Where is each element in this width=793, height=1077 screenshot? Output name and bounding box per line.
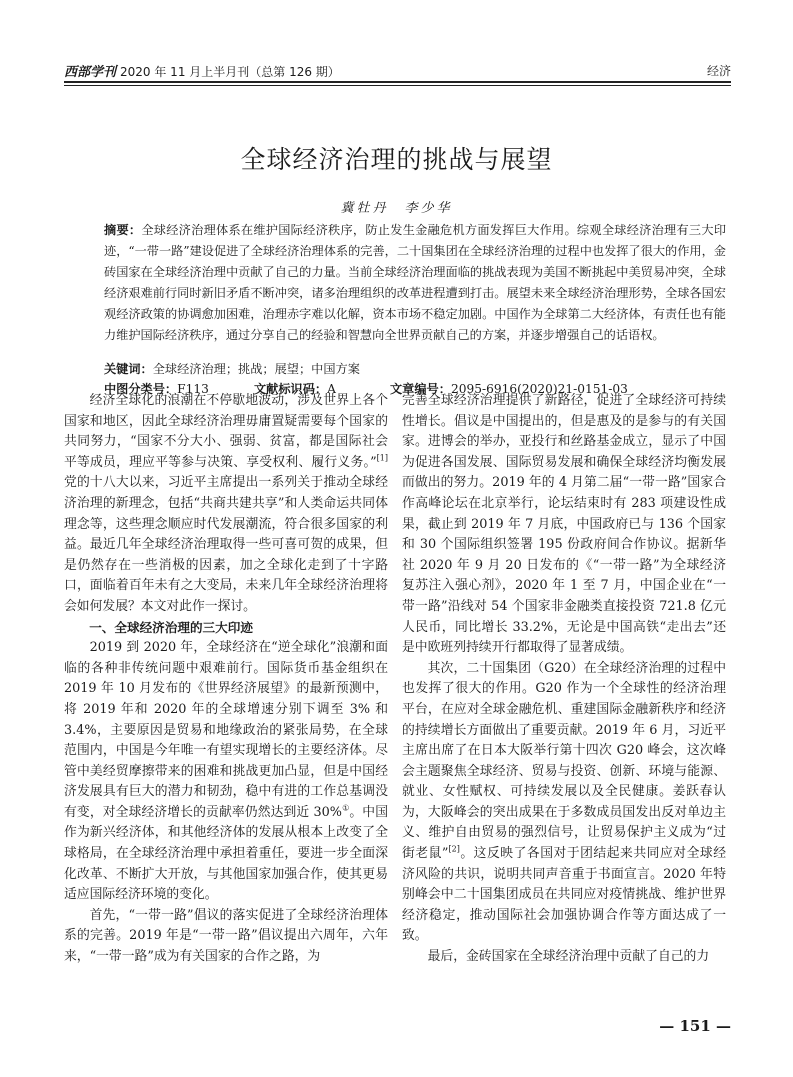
doc-value: A [327, 382, 336, 396]
citation-ref: [1] [376, 453, 388, 463]
paragraph: 首先，“一带一路”倡议的落实促进了全球经济治理体系的完善。2019 年是“一带一路”倡议提出六周年，六年来，“一带一路”成为有关国家的合作之路，为 [64, 907, 388, 965]
article-authors: 冀牡丹 李少华 [340, 201, 453, 216]
paragraph [402, 659, 726, 947]
doc-label: 文献标识码： [254, 382, 328, 396]
text-run: 经济全球化的浪潮在不停歇地波动，涉及世界上各个国家和地区，因此全球经济治理毋庸置疑需要每个国家的共同努力，“国家不分大小、强弱、贫富，都是国际社会平等成员，理应平等参与决策、享受权利、履行义务。” [64, 393, 388, 470]
keywords [104, 360, 726, 377]
abstract [104, 220, 726, 345]
abstract-label: 摘要： [104, 223, 142, 237]
paragraph: 最后，金砖国家在全球经济治理中贡献了自己的力 [427, 949, 710, 965]
clc-label: 中图分类号： [104, 382, 178, 396]
text-run: 。中国作为新兴经济体，和其他经济体的发展从根本上改变了全球格局，在全球经济治理中承担着重任，要进一步全面深化改革、不断扩大开放，与其他国家加强合作，使其更易适应国际经济环境的变化。 [64, 804, 389, 903]
article-label: 文章编号： [390, 382, 451, 396]
journal-name: 西部学刊 [64, 65, 117, 80]
running-header [64, 56, 731, 84]
issue-info: 2020 年 11 月上半月刊（总第 126 期） [120, 65, 340, 79]
article-title: 全球经济治理的挑战与展望 [240, 145, 553, 174]
citation-ref: [2] [448, 844, 460, 854]
header-rule-thick [64, 81, 731, 83]
text-run: 。这反映了各国对于团结起来共同应对全球经济风险的共识，说明共同声音重于书面宣言。2020 年特别峰会中二十国集团成员在共同应对疫情挑战、维护世界经济稳定，推动国际社会加强协调合作等方面达成了一致。 [402, 846, 727, 944]
abstract-text: 全球经济治理体系在维护国际经济秩序，防止发生金融危机方面发挥巨大作用。综观全球经济治理有三大印迹，“一带一路”建设促进了全球经济治理体系的完善，二十国集团在全球经济治理的过程中也发挥了很大的作用，金砖国家在全球经济治理中贡献了自己的力量。当前全球经济治理面临的挑战表现为美国不断挑起中美贸易冲突，全球经济艰难前行同时新旧矛盾不断冲突，诸多治理组织的改革进程遭到打击。展望未来全球经济治理形势，全球各国宏观经济政策的协调愈加困难，治理赤字难以化解，资本市场不稳定加剧。中国作为全球第二大经济体，有责任也有能力维护国际经济秩序，通过分享自己的经验和智慧向全世界贡献自己的方案，并逐步增强自己的话语权。 [104, 223, 727, 342]
paragraph-continued: 完善全球经济治理提供了新路径，促进了全球经济可持续性增长。倡议是中国提出的，但是惠及的是参与的有关国家。进博会的举办，亚投行和丝路基金成立，显示了中国为促进各国发展、国际贸易发展和确保全球经济均衡发展而做出的努力。2019 年的 4 月第二届“一带一路”国家合作高峰论坛在北京举行，论坛结束时有 283 项建设性成果，截止到 2019 年 7 月底，中国政府已与 136 个国家和 30 个国际组织签署 195 份政府间合作协议。据新华社 2020 年 9 月 20 日发布的《“一带一路”为全球经济复苏注入强心剂》，2020 年 1 至 7 月，中国企业在“一带一路”沿线对 54 个国家非金融类直接投资 721.8 亿元人民币，同比增长 33.2%，无论是中国高铁“走出去”还是中欧班列持续开行都取得了显著成绩。 [402, 393, 726, 656]
keywords-text: 全球经济治理；挑战；展望；中国方案 [152, 362, 360, 376]
body-right-column [402, 391, 726, 968]
keywords-label: 关键词： [104, 362, 153, 376]
header-rule-thin [64, 85, 731, 86]
body-left-column [64, 391, 388, 968]
text-run: 2019 到 2020 年，全球经济在“逆全球化”浪潮和面临的各种非传统问题中艰难前行。国际货币基金组织在 2019 年 10 月发布的《世界经济展望》的最新预测中，将 2019 年和 2020 年的全球增速分别下调至 3% 和 3.4%，主要原因是贸易和地缘政治的紧张局势，在全球范围内，中国是今年唯一有望实现增长的主要经济体。尽管中美经贸摩擦带来的困难和挑战更加凸显，但是中国经济发展具有巨大的潜力和韧劲，稳中有进的工作总基调没有变，对全球经济增长的贡献率仍然达到近 30% [64, 640, 388, 820]
section-heading: 一、全球经济治理的三大印迹 [89, 619, 253, 635]
section-name: 经济 [706, 64, 731, 78]
clc-value: F113 [177, 382, 209, 396]
footnote-ref: ① [341, 803, 350, 813]
article-value: 2095-6916(2020)21-0151-03 [450, 382, 628, 396]
text-run: 党的十八大以来，习近平主席提出一系列关于推动全球经济治理的新理念，包括“共商共建共享”和人类命运共同体理念等，这些理念顺应时代发展潮流，符合很多国家的利益。最近几年全球经济治理取得一些可喜可贺的成果，但是仍然存在一些消极的因素，加之全球化走到了十字路口，面临着百年未有之大变局，未来几年全球经济治理将会如何发展？本文对此作一探讨。 [64, 475, 388, 614]
page-number: — 151 — [659, 1017, 731, 1035]
header-left [64, 61, 340, 80]
paragraph [64, 638, 388, 906]
text-run: 其次，二十国集团（G20）在全球经济治理的过程中也发挥了很大的作用。G20 作为一个全球性的经济治理平台，在应对全球金融危机、重建国际金融新秩序和经济的持续增长方面做出了重要贡献。2019 年 6 月，习近平主席出席了在日本大阪举行第十四次 G20 峰会，这次峰会主题聚焦全球经济、贸易与投资、创新、环境与能源、就业、女性赋权、可持续发展以及全民健康。姜跃春认为，大阪峰会的突出成果在于多数成员国发出反对单边主义、维护自由贸易的强烈信号，让贸易保护主义成为“过街老鼠” [402, 660, 726, 862]
paragraph [64, 391, 388, 618]
